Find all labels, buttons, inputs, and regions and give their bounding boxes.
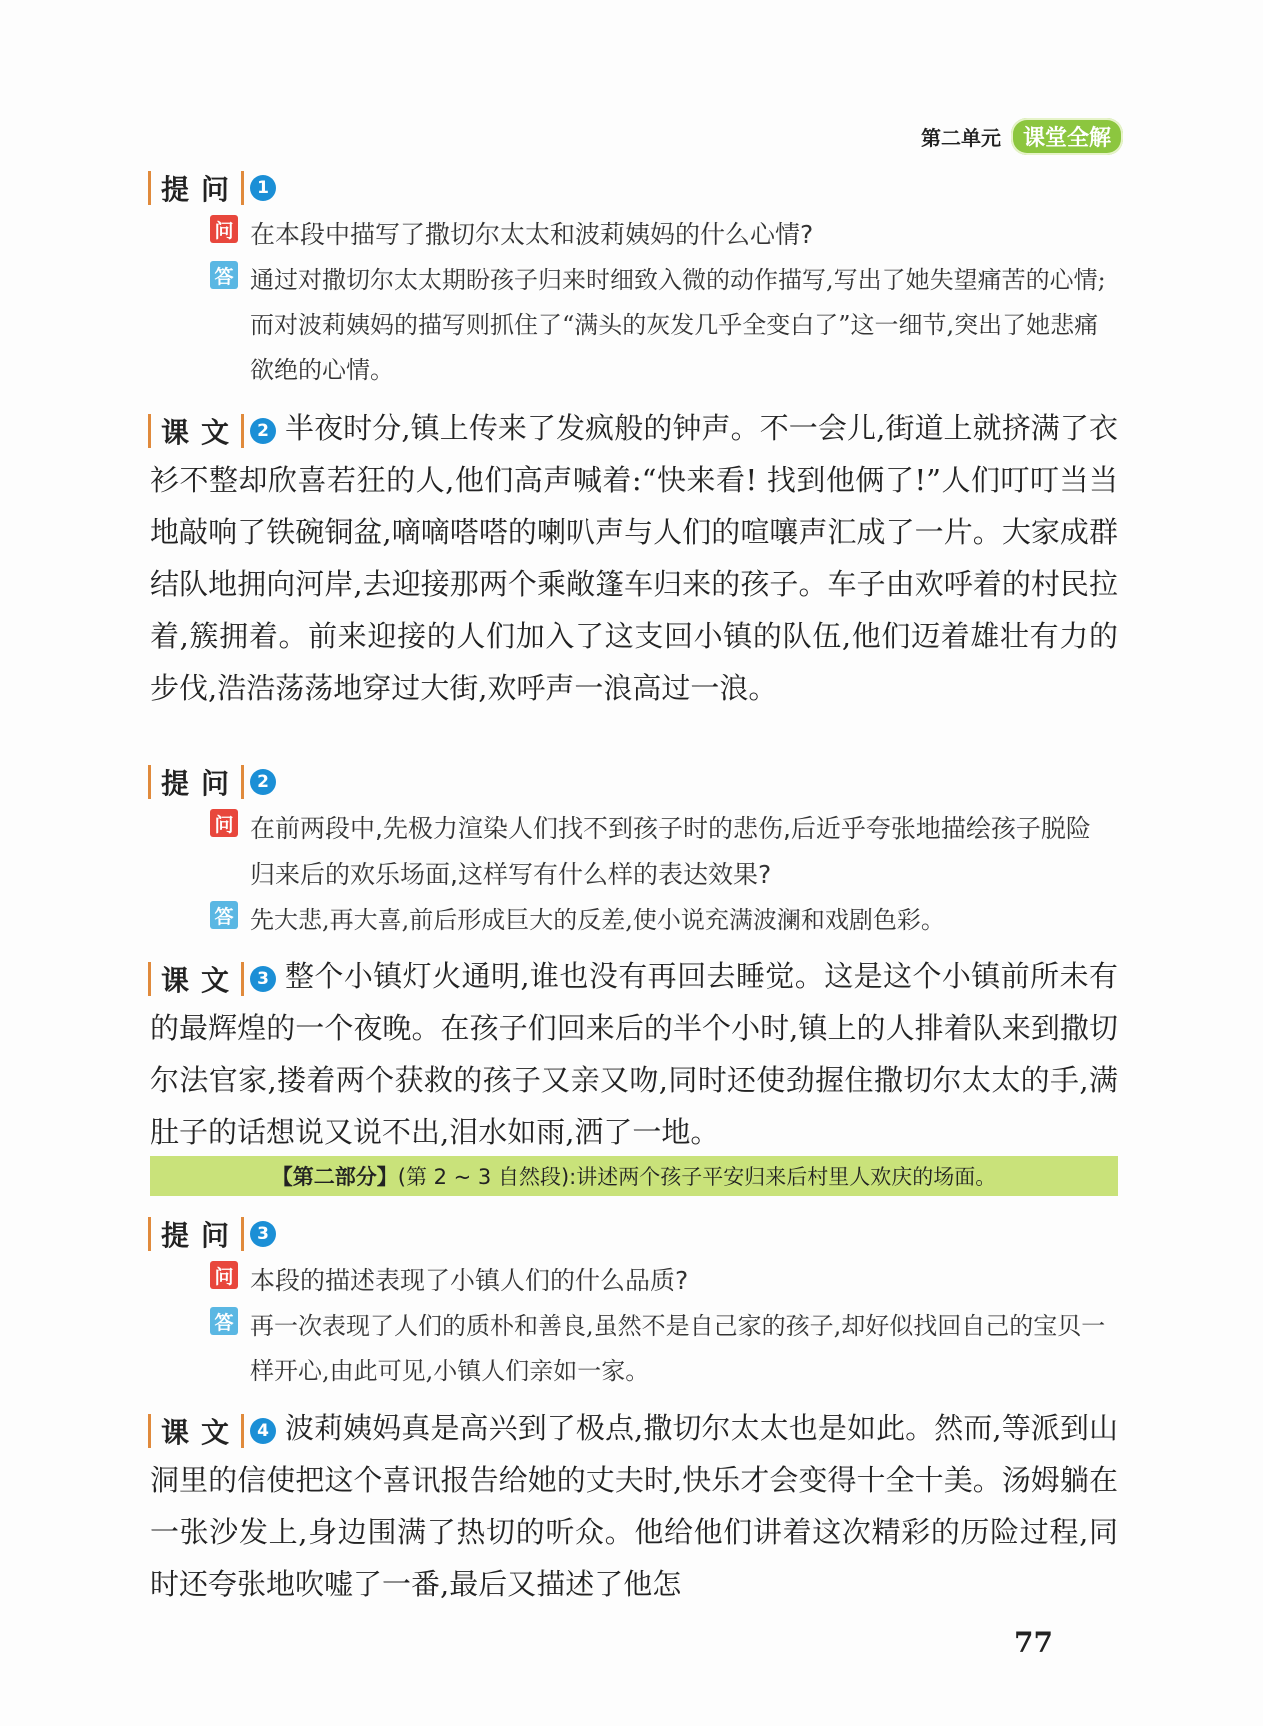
paragraph-2: 半夜时分,镇上传来了发疯般的钟声。不一会儿,街道上就挤满了衣衫不整却欣喜若狂的人,他们高声喊着:“快来看! 找到他俩了!”人们叮叮当当地敲响了铁碗铜盆,嘀嘀嗒嗒的喇叭声与人们的喧嚷声汇成了一片。大家成群结队地拥向河岸,去迎接那两个乘敞篷车归来的孩子。车子由欢呼着的村民拉着,簇拥着。前来迎接的人们加入了这支回小镇的队伍,他们迈着雄壮有力的步伐,浩浩荡荡地穿过大街,欢呼声一浪高过一浪。 <box>150 411 1118 705</box>
answer-row <box>210 898 1115 943</box>
answer-row <box>210 258 1115 393</box>
question-row <box>210 212 1115 258</box>
answer-icon: 答 <box>210 261 238 289</box>
answer-text: 通过对撒切尔太太期盼孩子归来时细致入微的动作描写,写出了她失望痛苦的心情;而对波莉姨妈的描写则抓住了“满头的灰发几乎全变白了”这一细节,突出了她悲痛欲绝的心情。 <box>250 266 1106 384</box>
text-label-2: 课文 2 <box>148 411 276 451</box>
number-badge: 1 <box>250 175 276 201</box>
page-number: 77 <box>1014 1626 1053 1659</box>
question-text: 在本段中描写了撒切尔太太和波莉姨妈的什么心情? <box>250 220 814 249</box>
paragraph-4: 波莉姨妈真是高兴到了极点,撒切尔太太也是如此。然而,等派到山洞里的信使把这个喜讯报告给她的丈夫时,快乐才会变得十全十美。汤姆躺在一张沙发上,身边围满了热切的听众。他给他们讲着这次精彩的历险过程,同时还夸张地吹嘘了一番,最后又描述了他怎 <box>150 1411 1118 1601</box>
answer-icon: 答 <box>210 901 238 929</box>
question-text: 在前两段中,先极力渲染人们找不到孩子时的悲伤,后近乎夸张地描绘孩子脱险归来后的欢乐场面,这样写有什么样的表达效果? <box>250 814 1091 889</box>
question-icon: 问 <box>210 1261 238 1289</box>
qa-block-3 <box>210 1258 1115 1394</box>
question-text: 本段的描述表现了小镇人们的什么品质? <box>250 1266 689 1295</box>
number-badge: 2 <box>250 418 276 444</box>
answer-text: 先大悲,再大喜,前后形成巨大的反差,使小说充满波澜和戏剧色彩。 <box>250 906 945 934</box>
ask-label-1: 提问 1 <box>148 168 276 208</box>
ask-label-2: 提问 2 <box>148 762 276 802</box>
unit-title: 第二单元 <box>920 126 1001 150</box>
question-icon: 问 <box>210 215 238 243</box>
text-label-3: 课文 3 <box>148 959 276 999</box>
question-row <box>210 806 1115 898</box>
answer-row <box>210 1304 1115 1394</box>
question-icon: 问 <box>210 809 238 837</box>
ask-label-3: 提问 3 <box>148 1214 276 1254</box>
text-label-4: 课文 4 <box>148 1411 276 1451</box>
qa-block-1 <box>210 212 1115 393</box>
number-badge: 4 <box>250 1418 276 1444</box>
section-summary-bar <box>150 1156 1118 1196</box>
paragraph-3: 整个小镇灯火通明,谁也没有再回去睡觉。这是这个小镇前所未有的最辉煌的一个夜晚。在孩子们回来后的半个小时,镇上的人排着队来到撒切尔法官家,搂着两个获救的孩子又亲又吻,同时还使劲握住撒切尔太太的手,满肚子的话想说又说不出,泪水如雨,洒了一地。 <box>150 959 1118 1149</box>
number-badge: 2 <box>250 769 276 795</box>
page-header <box>921 118 1123 155</box>
section-badge: 课堂全解 <box>1011 118 1123 155</box>
section-tag: 【第二部分】 <box>271 1165 398 1189</box>
qa-block-2 <box>210 806 1115 943</box>
section-text: (第 2 ~ 3 自然段):讲述两个孩子平安归来后村里人欢庆的场面。 <box>397 1165 997 1189</box>
answer-text: 再一次表现了人们的质朴和善良,虽然不是自己家的孩子,却好似找回自己的宝贝一样开心,由此可见,小镇人们亲如一家。 <box>250 1312 1106 1385</box>
number-badge: 3 <box>250 966 276 992</box>
number-badge: 3 <box>250 1221 276 1247</box>
question-row <box>210 1258 1115 1304</box>
answer-icon: 答 <box>210 1307 238 1335</box>
